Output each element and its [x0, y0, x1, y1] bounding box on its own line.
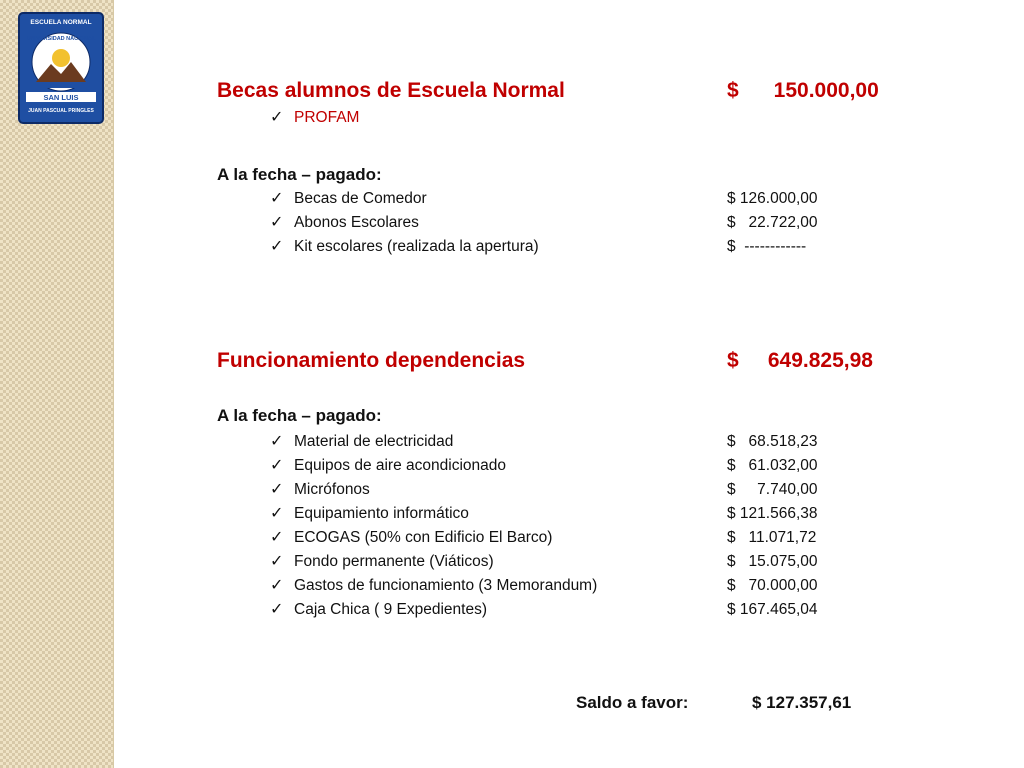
check-icon: ✓: [270, 577, 284, 594]
item-label: Equipamiento informático: [294, 505, 469, 522]
item-amount: $ 167.465,04: [727, 601, 818, 618]
check-icon: ✓: [270, 601, 284, 618]
item-amount: $ ------------: [727, 238, 807, 255]
logo-place-text: SAN LUIS: [43, 93, 79, 102]
check-icon: ✓: [270, 238, 284, 255]
item-label: Material de electricidad: [294, 433, 454, 450]
item-label: Kit escolares (realizada la apertura): [294, 238, 539, 255]
item-amount: $ 11.071,72: [727, 529, 817, 546]
check-icon: ✓: [270, 190, 284, 207]
item-amount: $ 70.000,00: [727, 577, 818, 594]
check-icon: ✓: [270, 109, 284, 126]
section1-title: Becas alumnos de Escuela Normal: [217, 79, 565, 102]
item-label: Gastos de funcionamiento (3 Memorandum): [294, 577, 598, 594]
list-item: [270, 431, 453, 453]
item-amount: $ 15.075,00: [727, 553, 818, 570]
list-item: [270, 236, 539, 258]
item-amount: $ 126.000,00: [727, 190, 818, 207]
check-icon: ✓: [270, 505, 284, 522]
item-label: Becas de Comedor: [294, 190, 427, 207]
list-item: [270, 479, 370, 501]
check-icon: ✓: [270, 529, 284, 546]
check-icon: ✓: [270, 481, 284, 498]
check-icon: ✓: [270, 214, 284, 231]
logo-top-text: ESCUELA NORMAL: [30, 19, 92, 26]
item-amount: $ 68.518,23: [727, 433, 818, 450]
item-amount: $ 121.566,38: [727, 505, 818, 522]
list-item: [270, 503, 469, 525]
list-item: [270, 212, 419, 234]
item-label: Abonos Escolares: [294, 214, 419, 231]
section1-note: PROFAM: [294, 109, 360, 126]
balance-label: Saldo a favor:: [576, 693, 689, 712]
list-item: [270, 599, 487, 621]
item-label: ECOGAS (50% con Edificio El Barco): [294, 529, 553, 546]
check-icon: ✓: [270, 553, 284, 570]
list-item: [270, 455, 506, 477]
section1-amount: $ 150.000,00: [727, 79, 879, 102]
list-item: [270, 188, 427, 210]
item-amount: $ 22.722,00: [727, 214, 818, 231]
logo-arc-text: UNIVERSIDAD NACIONAL: [26, 36, 96, 42]
list-item: [270, 551, 494, 573]
item-label: Micrófonos: [294, 481, 370, 498]
check-icon: ✓: [270, 457, 284, 474]
item-amount: $ 61.032,00: [727, 457, 818, 474]
item-label: Equipos de aire acondicionado: [294, 457, 506, 474]
list-item: [270, 527, 552, 549]
section1-subhead: A la fecha – pagado:: [217, 165, 382, 184]
item-label: Fondo permanente (Viáticos): [294, 553, 494, 570]
item-amount: $ 7.740,00: [727, 481, 818, 498]
logo-bottom-text: JUAN PASCUAL PRINGLES: [28, 108, 94, 114]
balance-amount: $ 127.357,61: [752, 693, 852, 712]
section1-note-row: [270, 107, 359, 129]
section2-subhead: A la fecha – pagado:: [217, 406, 382, 425]
item-label: Caja Chica ( 9 Expedientes): [294, 601, 487, 618]
school-logo: [18, 12, 104, 124]
check-icon: ✓: [270, 433, 284, 450]
section2-title: Funcionamiento dependencias: [217, 349, 526, 372]
list-item: [270, 575, 597, 597]
section2-amount: $ 649.825,98: [727, 349, 873, 372]
